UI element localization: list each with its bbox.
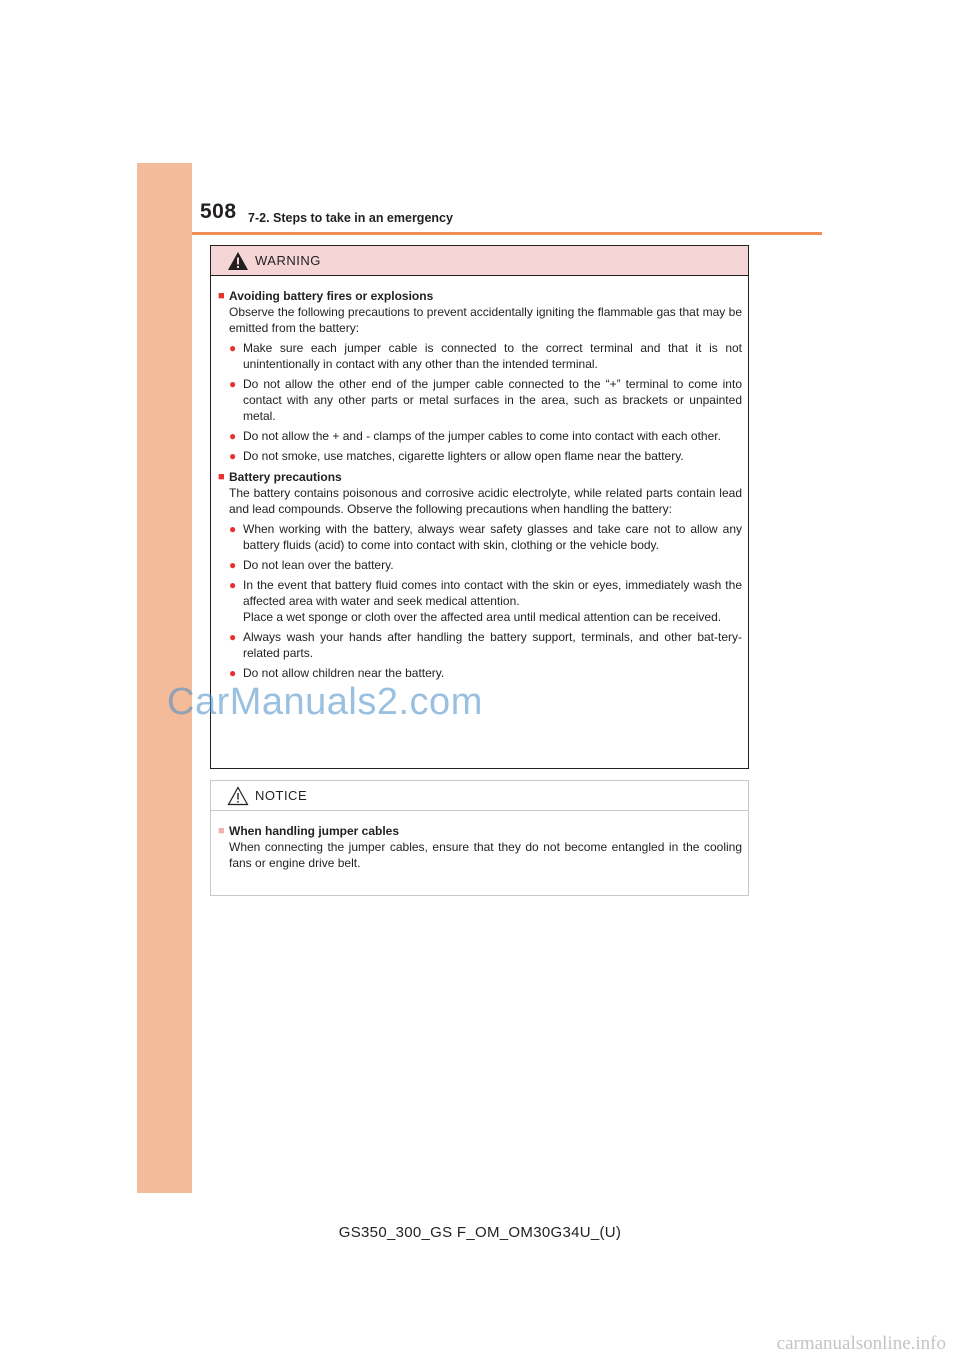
list-item: ● Do not lean over the battery.: [229, 558, 394, 572]
bullet-dot-icon: ●: [229, 630, 237, 644]
warning-triangle-icon: [227, 251, 249, 271]
square-bullet-icon: ■: [218, 825, 225, 837]
intro-paragraph: The battery contains poisonous and corrosive acidic electrolyte, while related parts contain lead and lead compounds. Observe the following precautions when handling the battery:: [229, 486, 742, 516]
page-number: 508: [200, 200, 237, 223]
square-bullet-icon: ■: [218, 290, 225, 302]
header-rule: [192, 232, 822, 235]
site-watermark: CarManuals2.com: [167, 681, 483, 723]
list-item: ● Make sure each jumper cable is connected to the correct terminal and that it is not unintentionally in contact with any other than the intended terminal.: [229, 341, 742, 371]
bullet-dot-icon: ●: [229, 377, 237, 391]
list-item: ● Do not allow the other end of the jumper cable connected to the “+” terminal to come into contact with any other parts or metal surfaces in the area, such as brackets or unpainted metal.: [229, 377, 742, 423]
square-bullet-icon: ■: [218, 471, 225, 483]
list-item: ● When working with the battery, always wear safety glasses and take care not to allow any battery fluids (acid) to come into contact with skin, clothing or the vehicle body.: [229, 522, 742, 552]
list-item: ● In the event that battery fluid comes into contact with the skin or eyes, immediately wash the affected area with water and seek medical attention. Place a wet sponge or cloth over the affected area until medical attention can be received.: [229, 578, 742, 624]
notice-box: [210, 780, 749, 896]
document-code: GS350_300_GS F_OM_OM30G34U_(U): [338, 1224, 622, 1241]
bullet-dot-icon: ●: [229, 449, 237, 463]
sub-heading: ■ Battery precautions: [218, 470, 342, 484]
list-item: ● Always wash your hands after handling the battery support, terminals, and other bat-tery-related parts.: [229, 630, 742, 660]
sub-heading: ■ When handling jumper cables: [218, 824, 400, 838]
list-item: ● Do not allow children near the battery.: [229, 666, 445, 680]
list-item: ● Do not allow the + and - clamps of the jumper cables to come into contact with each other.: [229, 429, 721, 443]
bullet-dot-icon: ●: [229, 558, 237, 572]
warning-header: [211, 246, 748, 276]
notice-title: NOTICE: [255, 788, 308, 803]
sub-heading: ■ Avoiding battery fires or explosions: [218, 289, 434, 303]
warning-body: [211, 276, 748, 681]
bullet-dot-icon: ●: [229, 578, 237, 592]
list-item: ● Do not smoke, use matches, cigarette lighters or allow open flame near the battery.: [229, 449, 684, 463]
warning-title: WARNING: [255, 253, 321, 268]
notice-body: [211, 811, 748, 871]
notice-paragraph: When connecting the jumper cables, ensure that they do not become entangled in the cooling fans or engine drive belt.: [229, 840, 742, 870]
caution-triangle-icon: [227, 786, 249, 806]
corner-watermark: carmanualsonline.info: [776, 1333, 946, 1354]
chapter-side-tab: [137, 163, 192, 1193]
intro-paragraph: Observe the following precautions to prevent accidentally igniting the flammable gas that may be emitted from the battery:: [229, 305, 742, 335]
bullet-dot-icon: ●: [229, 341, 237, 355]
bullet-dot-icon: ●: [229, 522, 237, 536]
bullet-dot-icon: ●: [229, 429, 237, 443]
section-title: 7-2. Steps to take in an emergency: [248, 211, 453, 225]
notice-header: [211, 781, 748, 811]
bullet-dot-icon: ●: [229, 666, 237, 680]
